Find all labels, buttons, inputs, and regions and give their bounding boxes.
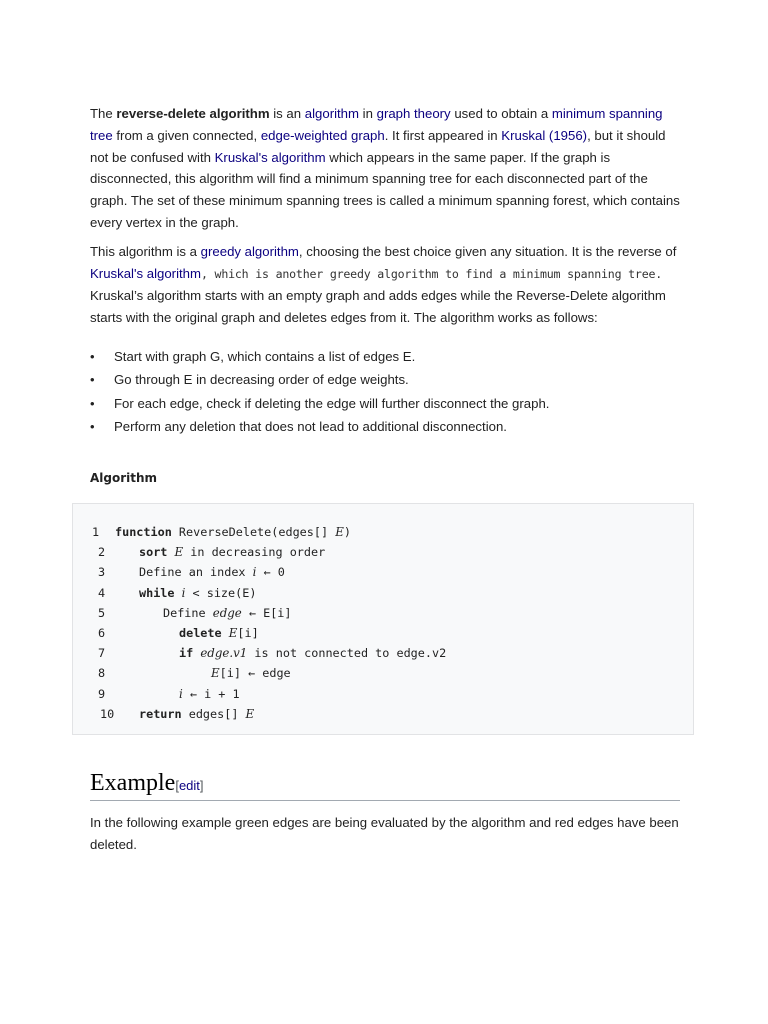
code-keyword: sort — [139, 545, 168, 560]
code-text: < size(E) — [185, 585, 257, 600]
line-number: 4 — [98, 585, 106, 600]
link-edge-weighted-graph[interactable]: edge-weighted graph — [260, 127, 385, 143]
section-heading-example — [90, 770, 680, 801]
code-variable: edge — [212, 605, 242, 620]
code-variable: i — [179, 686, 183, 701]
code-text — [175, 586, 182, 600]
code-text: in decreasing order — [183, 545, 326, 560]
line-number: 2 — [98, 545, 106, 560]
code-text: [i] — [237, 626, 259, 640]
link-kruskals-algorithm-2[interactable]: Kruskal's algorithm — [90, 265, 201, 281]
code-keyword: while — [139, 585, 175, 600]
line-number: 3 — [98, 565, 106, 580]
code-variable: i — [181, 585, 186, 600]
code-variable: E — [211, 666, 220, 681]
text-run: used to obtain a — [450, 106, 552, 121]
code-text: ← i + 1 — [182, 686, 240, 701]
code-variable: E — [174, 545, 184, 560]
code-text: ) — [343, 525, 351, 539]
edit-bracket-close: ] — [199, 778, 204, 793]
text-run: , choosing the best choice given any situation. It is the reverse of — [298, 243, 677, 259]
text-run-mono: , which is another greedy algorithm to find a minimum spanning tree. — [201, 266, 663, 281]
code-variable: edge.v1 — [200, 646, 248, 661]
code-variable: E — [335, 525, 344, 539]
code-line — [139, 562, 285, 582]
code-line — [179, 684, 240, 704]
text-run: which appears in the same paper. If the graph is disconnected, this algorithm will find a minimum spanning tree for each disconnected part of the graph. The set of these minimum spanning trees is called a minimum spanning forest, which contains every vertex in the graph. — [90, 149, 680, 230]
code-line — [139, 542, 325, 562]
edit-bracket-open: [ — [175, 778, 179, 793]
text-run: This algorithm is a — [90, 243, 201, 259]
code-line — [179, 643, 446, 663]
article-body — [90, 103, 680, 439]
text-run: . It first appeared in — [384, 127, 502, 143]
code-keyword: if — [179, 646, 194, 661]
line-number: 1 — [92, 525, 100, 539]
code-text: edges[] — [181, 706, 246, 721]
line-number: 5 — [98, 605, 106, 620]
intro-paragraph-2 — [90, 241, 680, 329]
edit-link[interactable]: edit — [178, 778, 200, 793]
code-keyword: return — [139, 706, 182, 721]
code-text — [167, 545, 174, 559]
line-number: 10 — [100, 706, 115, 721]
section-title: Example — [90, 770, 176, 796]
list-item: • Start with graph G, which contains a list of edges E. — [90, 345, 680, 369]
steps-list — [90, 345, 680, 439]
code-line — [115, 522, 351, 542]
text-run: Kruskal’s algorithm starts with an empty graph and adds edges while the Reverse-Delete algorithm starts with the original graph and deletes edges from it. The algorithm works as follows: — [90, 288, 666, 326]
line-number: 9 — [98, 686, 106, 701]
line-number: 7 — [98, 646, 106, 661]
link-greedy-algorithm[interactable]: greedy algorithm — [200, 243, 299, 259]
line-number: 8 — [98, 666, 106, 681]
line-number: 6 — [98, 626, 106, 640]
code-text: is not connected to edge.v2 — [247, 646, 447, 661]
term-bold: reverse-delete algorithm — [116, 106, 270, 121]
code-text: ReverseDelete(edges[] — [171, 525, 336, 539]
code-variable: E — [228, 626, 238, 640]
text-run: is an — [269, 106, 305, 121]
code-text: Define — [163, 605, 213, 620]
text-run: The — [90, 106, 117, 121]
code-variable: i — [252, 565, 257, 580]
code-line — [139, 583, 256, 603]
list-item: • For each edge, check if deleting the edge will further disconnect the graph. — [90, 392, 680, 416]
link-minimum-spanning-tree[interactable]: minimum spanning tree — [90, 106, 663, 143]
link-algorithm[interactable]: algorithm — [304, 106, 360, 121]
pseudocode-block — [72, 503, 694, 735]
list-item: • Perform any deletion that does not lead to additional disconnection. — [90, 415, 680, 439]
code-line — [179, 623, 259, 643]
link-kruskals-algorithm[interactable]: Kruskal's algorithm — [214, 149, 326, 165]
code-text: [i] ← edge — [219, 666, 291, 681]
example-paragraph: In the following example green edges are being evaluated by the algorithm and red edges have been deleted. — [90, 815, 679, 852]
intro-paragraph-1 — [90, 103, 680, 234]
list-item: • Go through E in decreasing order of edge weights. — [90, 368, 680, 392]
code-text: ← 0 — [256, 565, 285, 580]
code-text: Define an index — [139, 565, 253, 580]
code-text — [222, 626, 229, 640]
code-variable: E — [245, 706, 255, 721]
code-text: ← E[i] — [241, 605, 292, 620]
code-line — [139, 704, 254, 724]
text-run: , but it should not be confused with — [90, 127, 666, 165]
code-line — [163, 603, 292, 623]
code-keyword: function — [115, 525, 172, 539]
text-run: in — [359, 106, 377, 121]
link-kruskal-1956[interactable]: Kruskal (1956) — [501, 127, 588, 143]
code-line — [211, 663, 291, 683]
code-keyword: delete — [179, 626, 222, 640]
text-run: from a given connected, — [112, 127, 261, 143]
algorithm-label: Algorithm — [90, 471, 158, 485]
link-graph-theory[interactable]: graph theory — [376, 106, 451, 121]
